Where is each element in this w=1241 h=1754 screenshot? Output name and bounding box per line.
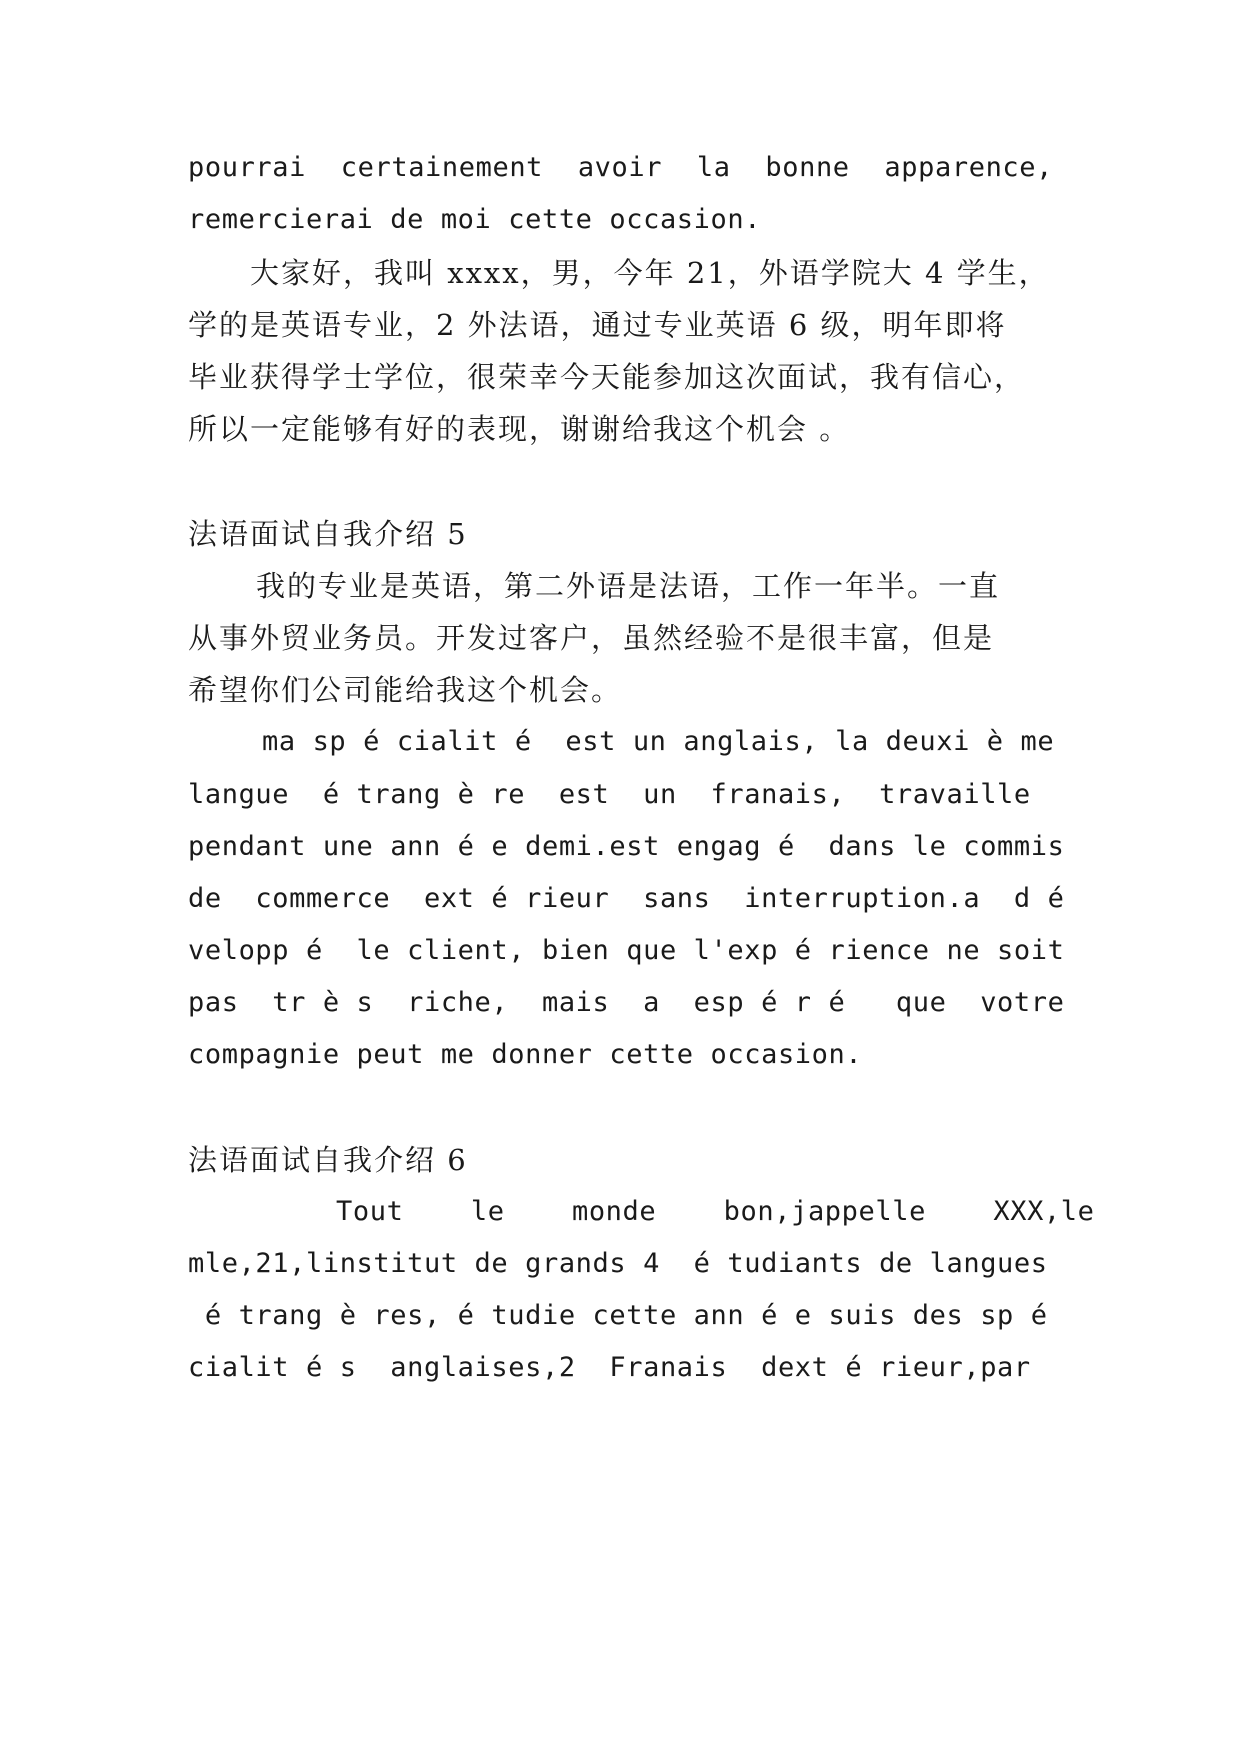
text-line-4: 学的是英语专业，2 外法语，通过专业英语 6 级，明年即将 bbox=[188, 308, 1007, 342]
text-line-16: compagnie peut me donner cette occasion. bbox=[188, 1039, 863, 1070]
text-line-19: é trang è res, é tudie cette ann é e suis des sp é bbox=[188, 1300, 1048, 1331]
section-heading-5: 法语面试自我介绍 5 bbox=[188, 517, 468, 551]
text-line-15: pas tr è s riche, mais a esp é r é que votre bbox=[188, 987, 1065, 1018]
text-line-6: 所以一定能够有好的表现，谢谢给我这个机会 。 bbox=[188, 412, 851, 446]
text-line-5: 毕业获得学士学位，很荣幸今天能参加这次面试，我有信心， bbox=[188, 360, 1026, 394]
text-line-12: pendant une ann é e demi.est engag é dans le commis bbox=[188, 831, 1065, 862]
text-line-14: velopp é le client, bien que l'exp é rience ne soit bbox=[188, 935, 1065, 966]
text-line-11: langue é trang è re est un franais, travaille bbox=[188, 779, 1031, 810]
text-line-18: mle,21,linstitut de grands 4 é tudiants de langues bbox=[188, 1248, 1048, 1279]
text-line-9: 希望你们公司能给我这个机会。 bbox=[188, 673, 623, 707]
text-line-20: cialit é s anglaises,2 Franais dext é rieur,par bbox=[188, 1352, 1031, 1383]
text-line-1: pourrai certainement avoir la bonne apparence, bbox=[188, 152, 1053, 183]
text-line-10: ma sp é cialit é est un anglais, la deuxi è me bbox=[262, 726, 1055, 757]
section-heading-6: 法语面试自我介绍 6 bbox=[188, 1143, 468, 1177]
text-line-2: remercierai de moi cette occasion. bbox=[188, 204, 762, 235]
text-line-13: de commerce ext é rieur sans interruption.a d é bbox=[188, 883, 1065, 914]
text-line-17: Tout le monde bon,jappelle XXX,le bbox=[336, 1196, 1095, 1227]
text-line-7: 我的专业是英语，第二外语是法语，工作一年半。一直 bbox=[256, 569, 1001, 603]
text-line-3: 大家好，我叫 xxxx，男，今年 21，外语学院大 4 学生， bbox=[250, 256, 1050, 290]
text-line-8: 从事外贸业务员。开发过客户，虽然经验不是很丰富，但是 bbox=[188, 621, 995, 655]
